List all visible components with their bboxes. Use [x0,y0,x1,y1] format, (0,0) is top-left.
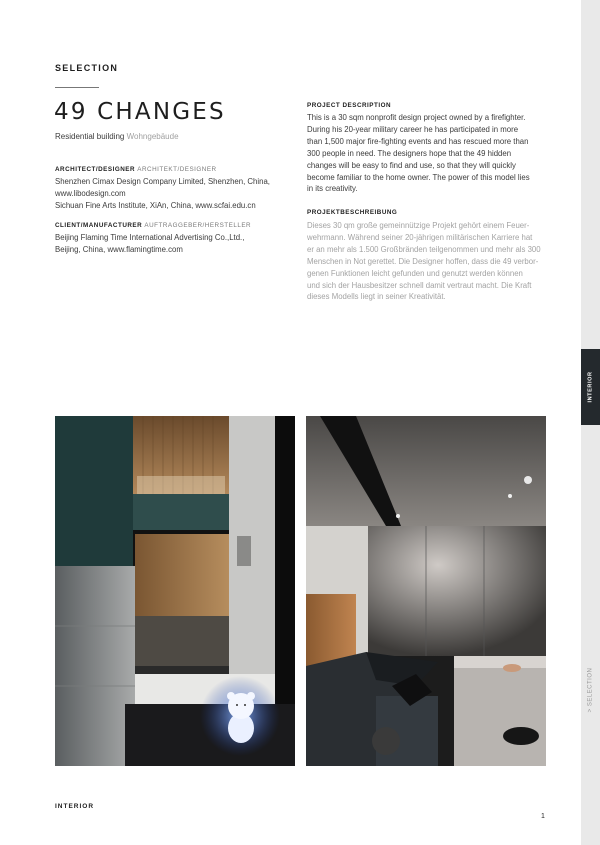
footer-section-label: INTERIOR [55,803,95,810]
description-line-de: Dieses 30 qm große gemeinnützige Projekt gehört einem Feuer- [307,221,530,230]
description-line: This is a 30 sqm nonprofit design project owned by a firefighter. [307,113,526,122]
architect-label-en: ARCHITECT/DESIGNER [55,166,136,173]
description-line-de: genen Funktionen leicht gefunden und genutzt werden können [307,268,523,278]
architect-line[interactable]: www.libodesign.com [55,189,126,199]
header-rule [55,87,99,88]
description-line-de: dieses Modells liegt in seiner Kreativität. [307,292,446,302]
client-heading [55,222,290,229]
selection-side-label-wrap [581,660,600,720]
architect-block [55,166,290,213]
section-label: SELECTION [55,63,119,73]
photo-living-room-drawing [306,416,546,766]
client-line: Beijing, China, www.flamingtime.com [55,245,183,255]
architect-line: Sichuan Fine Arts Institute, XiAn, China, www.scfai.edu.cn [55,201,256,211]
client-label-de: AUFTRAGGEBER/HERSTELLER [144,222,252,229]
photo-bedroom [55,416,295,766]
client-block [55,222,290,256]
architect-text [55,176,290,213]
client-text [55,232,290,256]
selection-side-label[interactable]: > SELECTION [587,667,594,713]
description-line: 300 people in need. The designers hope that the 49 hidden [307,148,512,158]
subtitle-de: Wohngebäude [126,132,179,141]
interior-tab-label: INTERIOR [587,371,594,403]
description-line-de: er an mehr als 1.500 Großbränden teilgenommen und mehr als 300 [307,244,541,254]
description-line-de: und sich der Hausbesitzer schnell damit vertraut macht. Die Kraft [307,280,532,290]
description-line-de: Menschen in Not gerettet. Die Designer hoffen, dass die 49 verbor- [307,256,539,266]
photo-living-room [306,416,546,766]
client-label-en: CLIENT/MANUFACTURER [55,222,143,229]
architect-line: Shenzhen Cimax Design Company Limited, Shenzhen, China, [55,177,270,186]
description-line: changes will be easy to find and use, so that they will quickly [307,160,516,170]
description-heading-en: PROJECT DESCRIPTION [307,102,392,109]
description-text-de [307,220,547,303]
project-subtitle [55,132,179,141]
architect-heading [55,166,290,173]
description-line: in its creativity. [307,184,358,194]
subtitle-en: Residential building [55,132,125,141]
description-text-en [307,112,547,195]
architect-label-de: ARCHITEKT/DESIGNER [137,166,217,173]
client-line: Beijing Flaming Time International Advertising Co.,Ltd., [55,233,245,242]
description-line: than 1,500 major fire-fighting events and has rescued more than [307,136,529,146]
page-number: 1 [541,813,545,820]
project-title: 49 CHANGES [54,99,226,125]
photo-bedroom-drawing [55,416,295,766]
description-line: become familiar to the home owner. The power of this model lies [307,172,530,182]
description-line-de: wehrmann. Während seiner 20-jährigen militärischen Karriere hat [307,232,533,242]
description-heading-de: PROJEKTBESCHREIBUNG [307,209,398,216]
interior-tab-label-wrap [581,349,600,425]
description-line: During his 20-year military career he has participated in more [307,124,519,134]
